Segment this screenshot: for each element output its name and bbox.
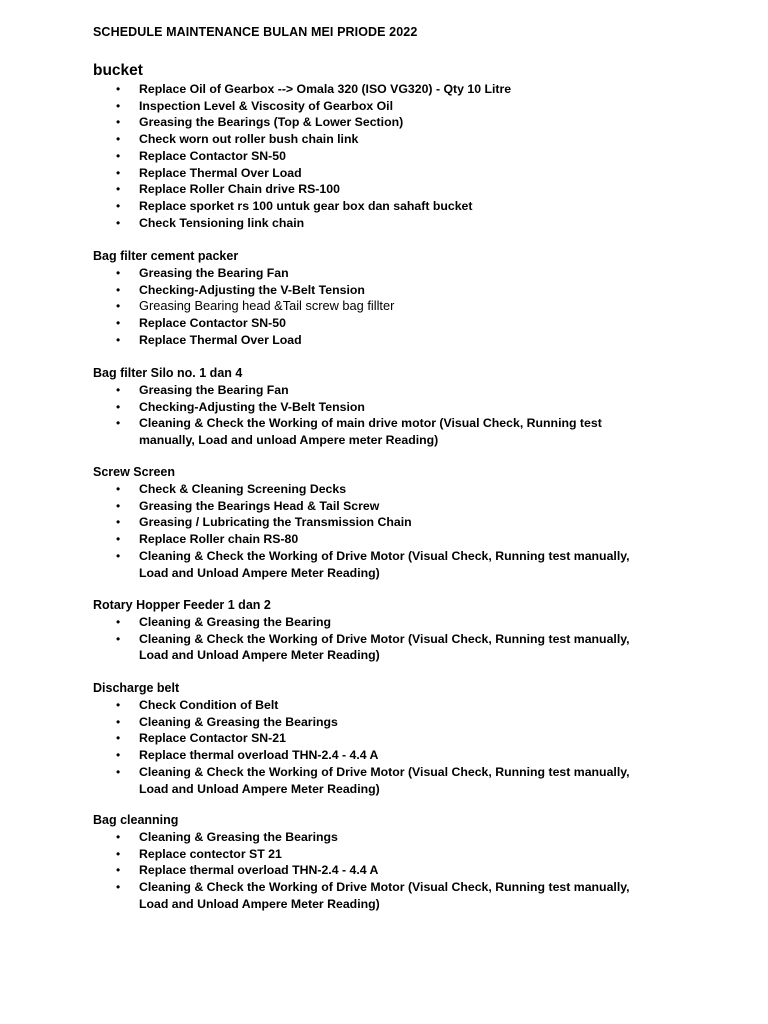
list-item — [93, 614, 673, 631]
task-text: Replace contector ST 21 — [139, 846, 282, 861]
list-item — [93, 148, 673, 165]
task-list — [93, 481, 673, 581]
list-item — [93, 548, 673, 581]
task-text: Replace thermal overload THN-2.4 - 4.4 A — [139, 863, 379, 878]
list-item — [93, 215, 673, 232]
task-text: Cleaning & Check the Working of Drive Motor (Visual Check, Running test manually, Load and Unload Ampere Meter Reading) — [139, 631, 630, 663]
task-list — [93, 382, 673, 449]
list-item — [93, 514, 673, 531]
bullet-icon: • — [116, 764, 121, 779]
bullet-icon: • — [116, 82, 121, 96]
task-list — [93, 697, 673, 797]
section-discharge-belt — [93, 680, 673, 797]
task-text: Replace Oil of Gearbox --> Omala 320 (ISO VG320) - Qty 10 Litre — [139, 82, 512, 96]
bullet-icon: • — [116, 698, 121, 712]
section-bag-filter-silo — [93, 365, 673, 449]
bullet-icon: • — [116, 316, 121, 331]
list-item — [93, 298, 673, 315]
bullet-icon: • — [116, 863, 121, 878]
list-item — [93, 181, 673, 198]
list-item — [93, 265, 673, 282]
list-item — [93, 714, 673, 731]
bullet-icon: • — [116, 498, 121, 513]
list-item — [93, 697, 673, 714]
bullet-icon: • — [116, 482, 121, 496]
list-item — [93, 764, 673, 797]
section-rotary-hopper-feeder — [93, 597, 673, 664]
bullet-icon: • — [116, 266, 121, 280]
task-list — [93, 829, 673, 913]
bullet-icon: • — [116, 383, 121, 397]
list-item — [93, 415, 673, 448]
task-text: Check & Cleaning Screening Decks — [139, 482, 347, 496]
bullet-icon: • — [116, 615, 121, 629]
task-text: Replace Thermal Over Load — [139, 332, 302, 347]
task-text: Check Tensioning link chain — [139, 215, 305, 230]
task-text: Cleaning & Check the Working of Drive Motor (Visual Check, Running test manually, Load and Unload Ampere Meter Reading) — [139, 548, 630, 580]
section-bag-filter-cement-packer — [93, 248, 673, 349]
task-text: Check Condition of Belt — [139, 698, 279, 712]
list-item — [93, 399, 673, 416]
bullet-icon: • — [116, 830, 121, 844]
bullet-icon: • — [116, 332, 121, 347]
bullet-icon: • — [116, 148, 121, 163]
section-heading: Discharge belt — [93, 681, 180, 695]
task-text: Cleaning & Check the Working of Drive Motor (Visual Check, Running test manually, Load and Unload Ampere Meter Reading) — [139, 764, 630, 796]
section-heading: Bag filter cement packer — [93, 249, 239, 263]
bullet-icon: • — [116, 748, 121, 763]
bullet-icon: • — [116, 198, 121, 213]
bullet-icon: • — [116, 98, 121, 113]
task-text: Checking-Adjusting the V-Belt Tension — [139, 399, 365, 414]
task-text: Greasing the Bearing Fan — [139, 266, 289, 280]
list-item — [93, 862, 673, 879]
bullet-icon: • — [116, 548, 121, 563]
task-text: Inspection Level & Viscosity of Gearbox Oil — [139, 98, 393, 113]
task-text: Greasing / Lubricating the Transmission Chain — [139, 515, 412, 530]
task-text: Checking-Adjusting the V-Belt Tension — [139, 282, 365, 297]
bullet-icon: • — [116, 416, 121, 431]
bullet-icon: • — [116, 532, 121, 547]
list-item — [93, 81, 673, 98]
section-heading: Screw Screen — [93, 465, 175, 479]
list-item — [93, 531, 673, 548]
list-item — [93, 198, 673, 215]
list-item — [93, 98, 673, 115]
task-text: Replace Roller Chain drive RS-100 — [139, 182, 340, 197]
task-text: Cleaning & Check the Working of main drive motor (Visual Check, Running test manually, Load and unload Ampere meter Reading) — [139, 416, 602, 448]
bullet-icon: • — [116, 731, 121, 746]
section-bag-cleanning — [93, 812, 673, 913]
task-text: Cleaning & Greasing the Bearings — [139, 830, 338, 844]
task-text: Replace Contactor SN-21 — [139, 731, 286, 746]
section-heading: bucket — [93, 62, 143, 79]
list-item — [93, 747, 673, 764]
section-heading: Bag cleanning — [93, 813, 179, 827]
task-text: Replace Roller chain RS-80 — [139, 532, 299, 547]
task-text: Greasing the Bearings (Top & Lower Section) — [139, 115, 404, 130]
task-text: Replace Contactor SN-50 — [139, 148, 286, 163]
document-title: SCHEDULE MAINTENANCE BULAN MEI PRIODE 2022 — [93, 25, 418, 39]
bullet-icon: • — [116, 282, 121, 297]
list-item — [93, 498, 673, 515]
bullet-icon: • — [116, 631, 121, 646]
list-item — [93, 631, 673, 664]
bullet-icon: • — [116, 165, 121, 180]
bullet-icon: • — [116, 399, 121, 414]
list-item — [93, 829, 673, 846]
task-list — [93, 265, 673, 349]
section-heading: Bag filter Silo no. 1 dan 4 — [93, 366, 243, 380]
bullet-icon: • — [116, 182, 121, 197]
section-screw-screen — [93, 464, 673, 581]
task-text: Greasing the Bearings Head & Tail Screw — [139, 498, 380, 513]
task-text: Replace Contactor SN-50 — [139, 316, 286, 331]
task-text: Check worn out roller bush chain link — [139, 132, 359, 147]
bullet-icon: • — [116, 880, 121, 895]
list-item — [93, 481, 673, 498]
task-text: Greasing the Bearing Fan — [139, 383, 289, 397]
task-list — [93, 81, 673, 231]
section-heading: Rotary Hopper Feeder 1 dan 2 — [93, 598, 271, 612]
bullet-icon: • — [116, 115, 121, 130]
bullet-icon: • — [116, 132, 121, 147]
list-item — [93, 282, 673, 299]
section-bucket — [93, 61, 673, 231]
list-item — [93, 846, 673, 863]
list-item — [93, 131, 673, 148]
task-text: Greasing Bearing head &Tail screw bag fillter — [139, 298, 395, 314]
bullet-icon: • — [116, 714, 121, 729]
task-text: Cleaning & Greasing the Bearing — [139, 615, 332, 629]
task-text: Cleaning & Check the Working of Drive Motor (Visual Check, Running test manually, Load and Unload Ampere Meter Reading) — [139, 880, 630, 911]
bullet-icon: • — [116, 515, 121, 530]
task-text: Replace Thermal Over Load — [139, 165, 302, 180]
list-item — [93, 730, 673, 747]
task-text: Replace sporket rs 100 untuk gear box dan sahaft bucket — [139, 198, 473, 213]
list-item — [93, 114, 673, 131]
list-item — [93, 879, 673, 912]
list-item — [93, 165, 673, 182]
list-item — [93, 332, 673, 349]
bullet-icon: • — [116, 215, 121, 230]
task-text: Cleaning & Greasing the Bearings — [139, 714, 338, 729]
list-item — [93, 382, 673, 399]
bullet-icon: • — [116, 846, 121, 861]
task-list — [93, 614, 673, 664]
bullet-icon: • — [116, 299, 121, 314]
task-text: Replace thermal overload THN-2.4 - 4.4 A — [139, 748, 379, 763]
list-item — [93, 315, 673, 332]
